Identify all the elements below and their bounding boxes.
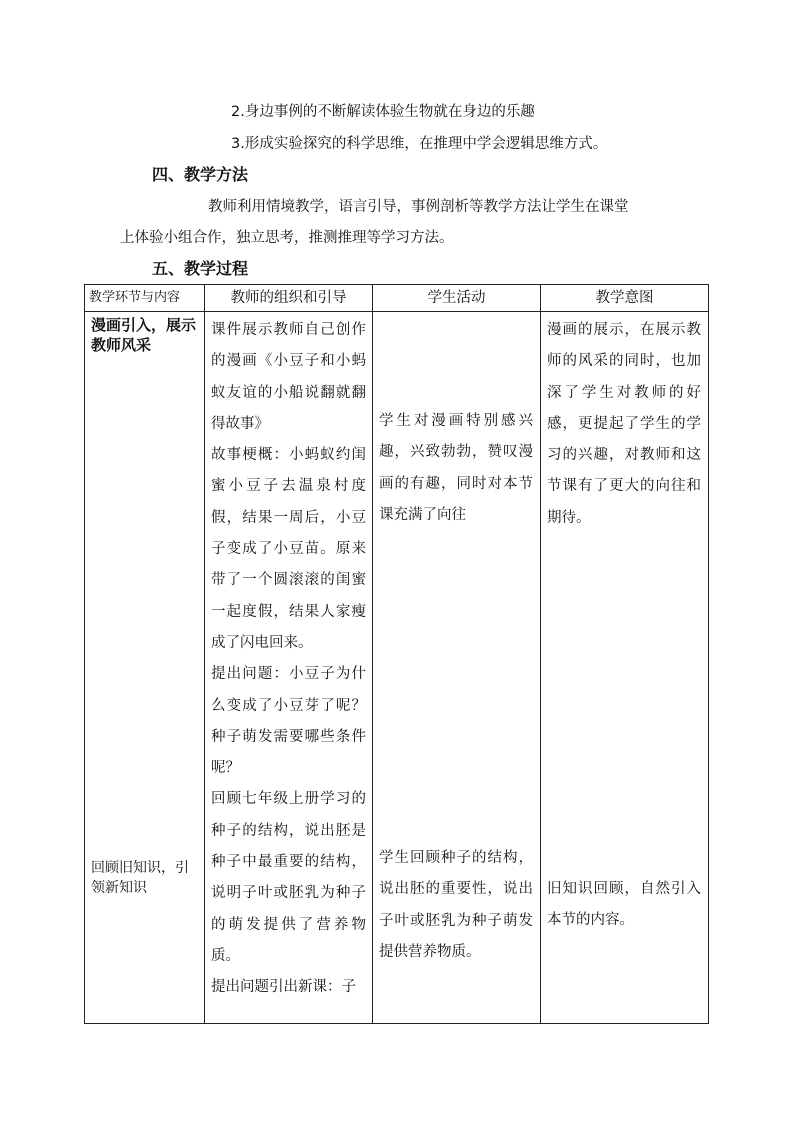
teaching-process-table xyxy=(84,284,709,1024)
methods-text-line-1: 教师利用情境教学，语言引导，事例剖析等教学方法让学生在课堂 xyxy=(208,199,629,215)
section-heading-methods: 四、教学方法 xyxy=(152,165,249,184)
table-header-row xyxy=(85,285,709,312)
header-stage: 教学环节与内容 xyxy=(85,285,205,312)
stage-1-text: 漫画引入，展示教师风采 xyxy=(91,316,197,354)
objective-line-2: 2.身边事例的不断解读体验生物就在身边的乐趣 xyxy=(231,104,535,120)
intent-1: 漫画的展示，在展示教师的风采的同时，也加深了学生对教师的好感，更提起了学生的学习的兴趣，对教师和这节课有了更大的向往和期待。 xyxy=(547,322,701,526)
student-activity-1: 学生对漫画特别感兴趣，兴致勃勃，赞叹漫画的有趣，同时对本节课充满了向往 xyxy=(379,413,533,523)
methods-text-line-2: 上体验小组合作，独立思考，推测推理等学习方法。 xyxy=(120,230,454,246)
stage-2-text: 回顾旧知识，引领新知识 xyxy=(91,860,189,896)
teacher-cell xyxy=(205,312,373,1024)
table-row xyxy=(85,312,709,1024)
teacher-paragraph-2: 故事梗概：小蚂蚁约闺蜜小豆子去温泉村度假，结果一周后，小豆子变成了小豆苗。原来带了一个圆滚滚的闺蜜一起度假，结果人家瘦成了闪电回来。 xyxy=(211,447,366,651)
header-teacher: 教师的组织和引导 xyxy=(205,285,373,312)
intent-cell xyxy=(541,312,709,1024)
header-intent: 教学意图 xyxy=(541,285,709,312)
intent-2: 旧知识回顾，自然引入本节的内容。 xyxy=(547,881,701,929)
objective-line-3: 3.形成实验探究的科学思维，在推理中学会逻辑思维方式。 xyxy=(231,136,608,152)
section-heading-process: 五、教学过程 xyxy=(152,259,249,278)
header-student: 学生活动 xyxy=(373,285,541,312)
stage-cell xyxy=(85,312,205,1024)
teacher-paragraph-1: 课件展示教师自己创作的漫画《小豆子和小蚂蚁友谊的小船说翻就翻得故事》 xyxy=(211,322,366,432)
teacher-paragraph-4: 回顾七年级上册学习的种子的结构，说出胚是种子中最重要的结构，说明子叶或胚乳为种子的萌发提供了营养物质。 xyxy=(211,791,366,964)
student-cell xyxy=(373,312,541,1024)
teacher-paragraph-5: 提出问题引出新课：子 xyxy=(211,979,356,996)
student-activity-2: 学生回顾种子的结构，说出胚的重要性，说出子叶或胚乳为种子萌发提供营养物质。 xyxy=(379,850,533,960)
teacher-paragraph-3: 提出问题：小豆子为什么变成了小豆芽了呢？种子萌发需要哪些条件呢？ xyxy=(211,666,366,777)
